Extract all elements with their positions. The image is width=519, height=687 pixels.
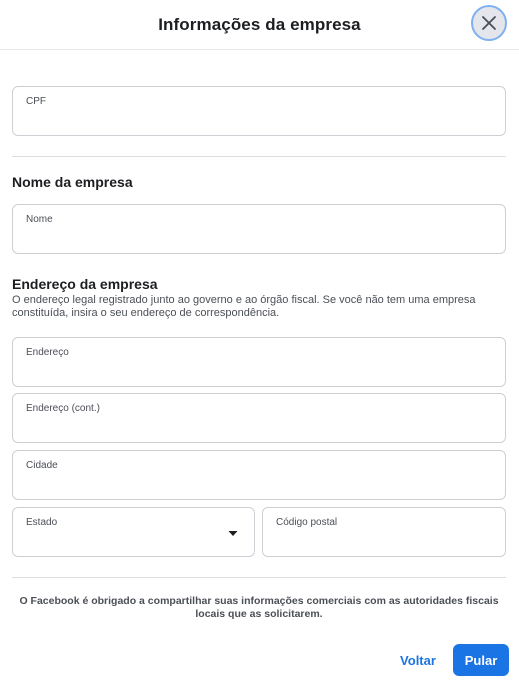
postal-code-label: Código postal bbox=[276, 517, 338, 528]
address-input[interactable] bbox=[25, 364, 493, 380]
postal-code-input[interactable] bbox=[275, 534, 493, 550]
dialog-header bbox=[0, 0, 519, 50]
company-name-label: Nome bbox=[26, 214, 53, 225]
company-address-heading: Endereço da empresa bbox=[12, 276, 158, 292]
cpf-label: CPF bbox=[26, 96, 46, 107]
address-label: Endereço bbox=[26, 347, 69, 358]
company-name-input[interactable] bbox=[25, 231, 493, 247]
state-select[interactable] bbox=[12, 507, 255, 557]
address-line2-input[interactable] bbox=[25, 420, 493, 436]
cpf-input[interactable] bbox=[25, 113, 493, 129]
cpf-field[interactable] bbox=[12, 86, 506, 136]
footer-divider bbox=[12, 577, 506, 578]
back-button[interactable]: Voltar bbox=[393, 644, 443, 676]
close-icon bbox=[480, 14, 498, 32]
address-line2-field[interactable] bbox=[12, 393, 506, 443]
caret-down-icon bbox=[228, 530, 238, 537]
postal-code-field[interactable] bbox=[262, 507, 506, 557]
close-button[interactable] bbox=[471, 5, 507, 41]
skip-button[interactable]: Pular bbox=[453, 644, 509, 676]
section-divider bbox=[12, 156, 506, 157]
address-line2-label: Endereço (cont.) bbox=[26, 403, 100, 414]
company-address-description: O endereço legal registrado junto ao governo e ao órgão fiscal. Se você não tem uma empresa constituída, insira o seu endereço de correspondência. bbox=[12, 294, 476, 319]
city-label: Cidade bbox=[26, 460, 58, 471]
company-name-heading: Nome da empresa bbox=[12, 174, 133, 190]
address-field[interactable] bbox=[12, 337, 506, 387]
dialog-title: Informações da empresa bbox=[158, 14, 361, 34]
city-field[interactable] bbox=[12, 450, 506, 500]
city-input[interactable] bbox=[25, 477, 493, 493]
tax-sharing-notice: O Facebook é obrigado a compartilhar suas informações comerciais com as autoridades fiscais locais que as solicitarem. bbox=[19, 595, 499, 620]
company-name-field[interactable] bbox=[12, 204, 506, 254]
state-label: Estado bbox=[26, 517, 58, 528]
